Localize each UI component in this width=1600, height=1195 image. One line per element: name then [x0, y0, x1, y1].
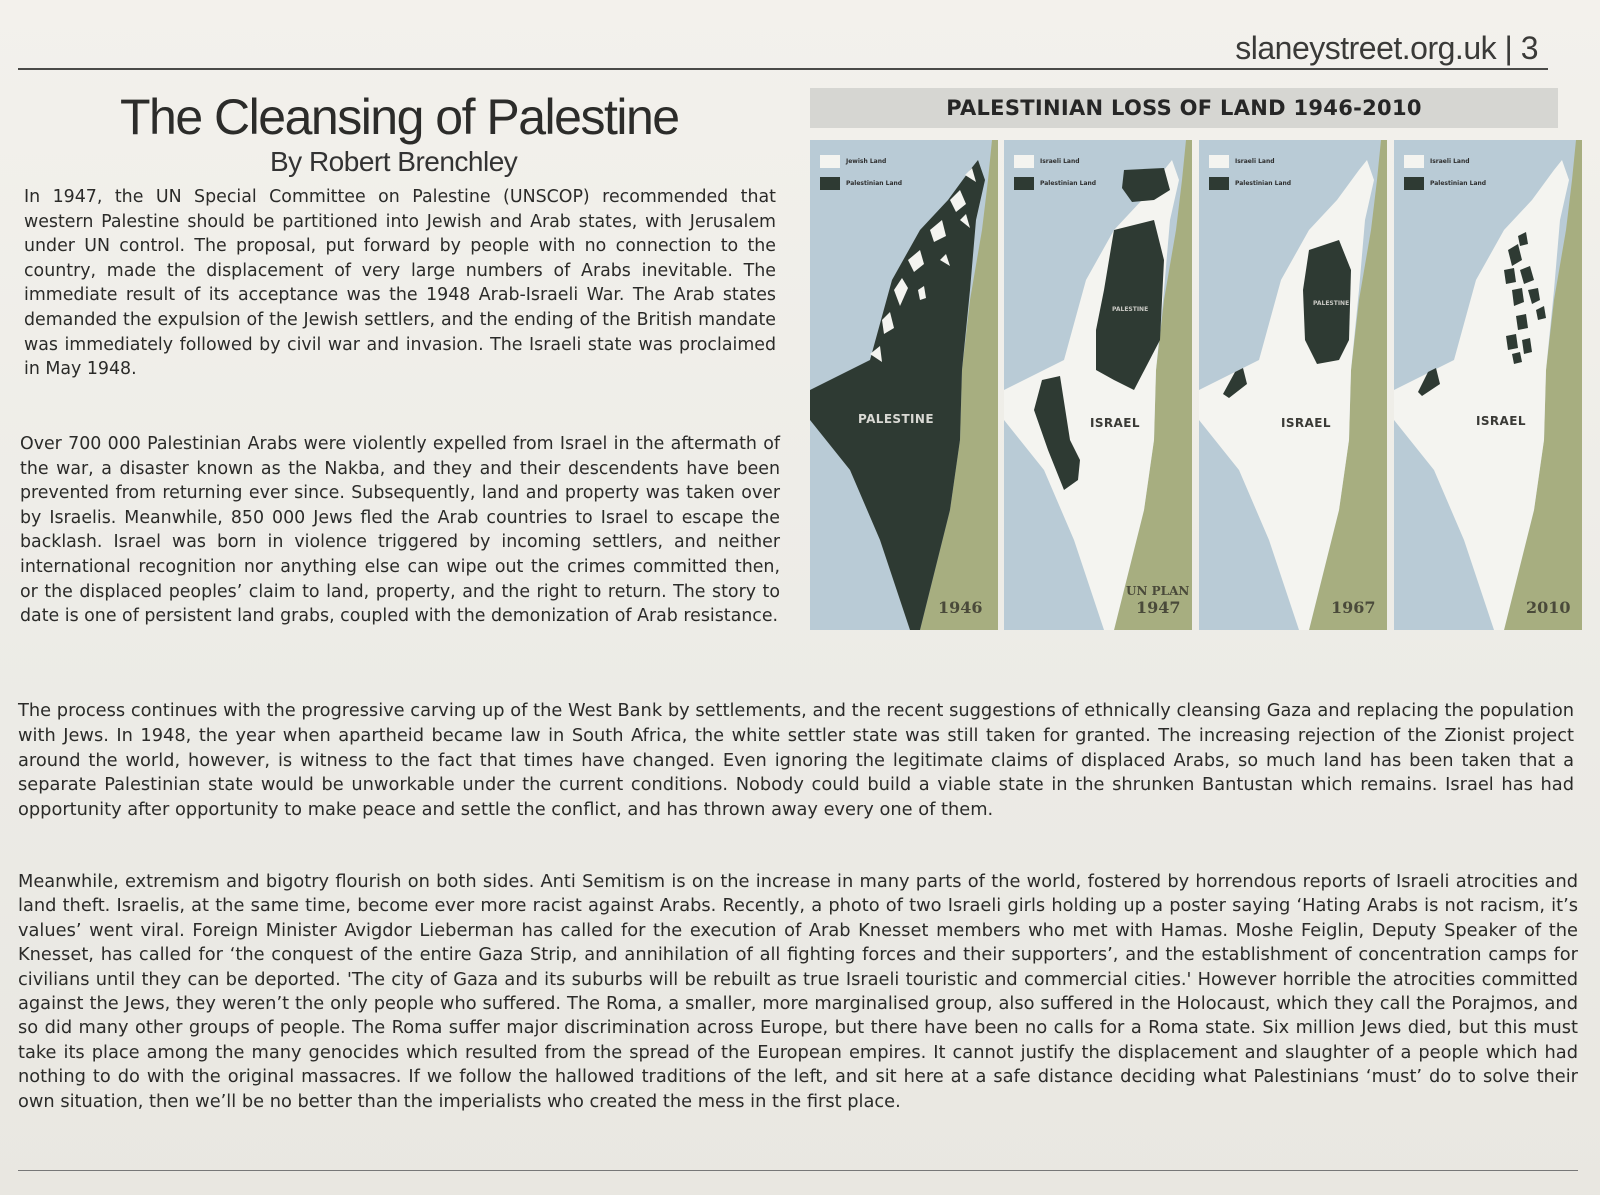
- top-rule: [18, 68, 1548, 70]
- figure-title: PALESTINIAN LOSS OF LAND 1946-2010: [946, 96, 1422, 120]
- region-label-israel: ISRAEL: [1281, 416, 1331, 430]
- year-label: 1967: [1331, 598, 1376, 617]
- map-1967: [1199, 140, 1387, 630]
- paragraph-3: The process continues with the progressive carving up of the West Bank by settlements, and the recent suggestions of ethnically cleansing Gaza and replacing the population with Jews. In 1948, the year when apartheid became law in South Africa, the white settler state was still taken for granted. The increasing rejection of the Zionist project around the world, however, is witness to the fact that times have changed. Even ignoring the legitimate claims of displaced Arabs, so much land has been taken that a separate Palestinian state would be unworkable under the current conditions. Nobody could build a viable state in the shrunken Bantustan which remains. Israel has had opportunity after opportunity to make peace and settle the conflict, and has thrown away every one of them.: [18, 700, 1574, 821]
- legend-label-light: Jewish Land: [846, 157, 887, 165]
- region-label-palestine: PALESTINE: [858, 412, 934, 426]
- legend-swatch-light: [1014, 155, 1034, 168]
- bottom-rule: [18, 1170, 1578, 1171]
- legend-label-dark: Palestinian Land: [1040, 179, 1097, 187]
- map-1946-graphic: [810, 140, 998, 630]
- map-2010: [1394, 140, 1582, 630]
- region-label-israel: ISRAEL: [1476, 414, 1526, 428]
- map-1946-legend: [820, 150, 902, 194]
- article-title: The Cleansing of Palestine: [120, 89, 679, 145]
- legend-label-light: Israeli Land: [1235, 157, 1275, 165]
- legend-row-dark: [1014, 172, 1096, 194]
- legend-row-light: [820, 150, 902, 172]
- map-1946: [810, 140, 998, 630]
- un-plan-label: UN PLAN: [1126, 584, 1190, 598]
- paragraph-1: In 1947, the UN Special Committee on Palestine (UNSCOP) recommended that western Palestine should be partitioned into Jewish and Arab states, with Jerusalem under UN control. The proposal, put forward by people with no connection to the country, made the displacement of very large numbers of Arabs inevitable. The immediate result of its acceptance was the 1948 Arab-Israeli War. The Arab states demanded the expulsion of the Jewish settlers, and the ending of the British mandate was immediately followed by civil war and invasion. The Israeli state was proclaimed in May 1948.: [24, 187, 776, 380]
- paragraph-2: Over 700 000 Palestinian Arabs were violently expelled from Israel in the aftermath of the war, a disaster known as the Nakba, and they and their descendents have been prevented from returning ever since. Subsequently, land and property was taken over by Israelis. Meanwhile, 850 000 Jews fled the Arab countries to Israel to escape the backlash. Israel was born in violence triggered by incoming settlers, and neither international recognition nor anything else can wipe out the crimes committed then, or the displaced peoples’ claim to land, property, and the right to return. The story to date is one of persistent land grabs, coupled with the demonization of Arab resistance.: [20, 434, 780, 627]
- legend-swatch-light: [1209, 155, 1229, 168]
- legend-row-light: [1209, 150, 1291, 172]
- year-label: 2010: [1526, 598, 1571, 617]
- map-1947-legend: [1014, 150, 1096, 194]
- legend-row-light: [1014, 150, 1096, 172]
- article-byline: By Robert Brenchley: [270, 146, 518, 177]
- small-label-palestine: PALESTINE: [1112, 306, 1149, 313]
- land-loss-figure: [810, 88, 1570, 648]
- region-label-israel: ISRAEL: [1090, 416, 1140, 430]
- map-1947: [1004, 140, 1192, 630]
- year-label: 1946: [938, 598, 983, 617]
- legend-label-dark: Palestinian Land: [1235, 179, 1292, 187]
- map-1967-graphic: [1199, 140, 1387, 630]
- legend-swatch-dark: [1014, 177, 1034, 190]
- map-1967-legend: [1209, 150, 1291, 194]
- map-1947-graphic: [1004, 140, 1192, 630]
- legend-row-dark: [820, 172, 902, 194]
- year-label: 1947: [1136, 598, 1181, 617]
- small-label-palestine: PALESTINE: [1313, 300, 1350, 307]
- map-2010-graphic: [1394, 140, 1582, 630]
- legend-row-dark: [1209, 172, 1291, 194]
- legend-label-dark: Palestinian Land: [1430, 179, 1487, 187]
- legend-swatch-light: [820, 155, 840, 168]
- paragraph-4: Meanwhile, extremism and bigotry flourish on both sides. Anti Semitism is on the increase in many parts of the world, fostered by horrendous reports of Israeli atrocities and land theft. Israelis, at the same time, become ever more racist against Arabs. Recently, a photo of two Israeli girls holding up a poster saying ‘Hating Arabs is not racism, it’s values’ went viral. Foreign Minister Avigdor Lieberman has called for the execution of Arab Knesset members who met with Hamas. Moshe Feiglin, Deputy Speaker of the Knesset, has called for ‘the conquest of the entire Gaza Strip, and annihilation of all fighting forces and their supporters’, and the establishment of concentration camps for civilians until they can be deported. 'The city of Gaza and its suburbs will be rebuilt as true Israeli touristic and commercial cities.' However horrible the atrocities committed against the Jews, they weren’t the only people who suffered. The Roma, a smaller, more marginalised group, also suffered in the Holocaust, which they call the Porajmos, and so did many other groups of people. The Roma suffer major discrimination across Europe, but there have been no calls for a Roma state. Six million Jews died, but this must take its place among the many genocides which resulted from the spread of the European empires. It cannot justify the displacement and slaughter of a people which had nothing to do with the original massacres. If we follow the hallowed traditions of the left, and sit here at a safe distance deciding what Palestinians ‘must’ do to solve their own situation, then we’ll be no better than the imperialists who created the mess in the first place.: [18, 871, 1578, 1112]
- legend-row-dark: [1404, 172, 1486, 194]
- legend-label-dark: Palestinian Land: [846, 179, 903, 187]
- legend-label-light: Israeli Land: [1040, 157, 1080, 165]
- site-url: slaneystreet.org.uk | 3: [1235, 30, 1538, 66]
- legend-label-light: Israeli Land: [1430, 157, 1470, 165]
- legend-swatch-dark: [820, 177, 840, 190]
- map-2010-legend: [1404, 150, 1486, 194]
- legend-swatch-dark: [1404, 177, 1424, 190]
- legend-swatch-light: [1404, 155, 1424, 168]
- legend-row-light: [1404, 150, 1486, 172]
- legend-swatch-dark: [1209, 177, 1229, 190]
